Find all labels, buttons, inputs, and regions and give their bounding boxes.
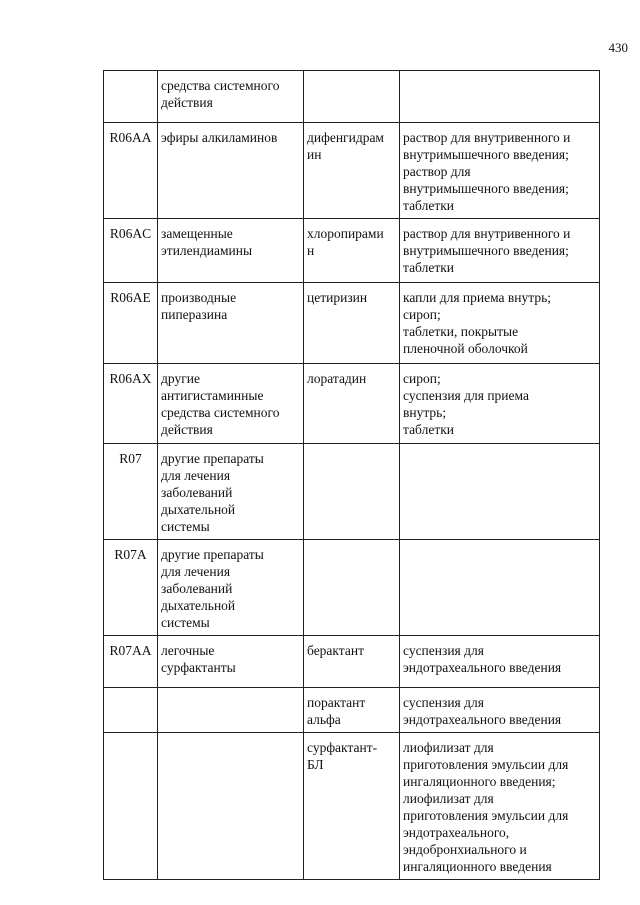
code-cell [104, 636, 158, 688]
table-row [104, 123, 600, 219]
group-line: для лечения [161, 564, 231, 579]
substance-cell [304, 444, 400, 540]
table-row [104, 71, 600, 123]
group-line: системы [161, 519, 210, 534]
dosage-forms-line: суспензия для приема [403, 388, 529, 403]
dosage-forms-cell [400, 540, 600, 636]
dosage-forms-line: раствор для [403, 164, 471, 179]
dosage-forms-cell [400, 219, 600, 283]
group-cell [158, 71, 304, 123]
dosage-forms-line: внутрь; [403, 405, 447, 420]
code-cell [104, 688, 158, 733]
dosage-forms-line: капли для приема внутрь; [403, 290, 551, 305]
substance-line: порактант [307, 695, 366, 710]
dosage-forms-line: эндобронхиального и [403, 842, 527, 857]
atc-code: R07 [119, 451, 142, 466]
drug-classification-table [103, 70, 600, 880]
dosage-forms-line: эндотрахеального, [403, 825, 510, 840]
group-line: антигистаминные [161, 388, 264, 403]
dosage-forms-line: лиофилизат для [403, 740, 494, 755]
table-row [104, 733, 600, 880]
group-line: другие препараты [161, 547, 264, 562]
code-cell [104, 219, 158, 283]
dosage-forms-line: раствор для внутривенного и [403, 130, 571, 145]
group-line: другие [161, 371, 200, 386]
atc-code: R06AC [109, 226, 152, 241]
group-line: средства системного [161, 405, 280, 420]
substance-line: цетиризин [307, 290, 368, 305]
dosage-forms-line: ингаляционного введения [403, 859, 552, 874]
group-cell [158, 283, 304, 364]
table-row [104, 444, 600, 540]
substance-cell [304, 636, 400, 688]
dosage-forms-cell [400, 444, 600, 540]
group-line: замещенные [161, 226, 233, 241]
code-cell [104, 733, 158, 880]
group-cell [158, 688, 304, 733]
group-cell [158, 364, 304, 444]
substance-line: берактант [307, 643, 364, 658]
code-cell [104, 283, 158, 364]
substance-line: хлоропирами [307, 226, 384, 241]
dosage-forms-line: внутримышечного введения; [403, 181, 569, 196]
group-cell [158, 733, 304, 880]
group-cell [158, 444, 304, 540]
group-line: заболеваний [161, 581, 233, 596]
group-line: этилендиамины [161, 243, 253, 258]
code-cell [104, 123, 158, 219]
table-row [104, 540, 600, 636]
group-line: заболеваний [161, 485, 233, 500]
dosage-forms-line: пленочной оболочкой [403, 341, 528, 356]
substance-line: альфа [307, 712, 341, 727]
page-number: 430 [608, 40, 628, 55]
dosage-forms-line: таблетки [403, 260, 455, 275]
substance-cell [304, 540, 400, 636]
group-cell [158, 636, 304, 688]
group-line: для лечения [161, 468, 231, 483]
dosage-forms-line: сироп; [403, 371, 441, 386]
group-line: системы [161, 615, 210, 630]
dosage-forms-cell [400, 688, 600, 733]
dosage-forms-cell [400, 636, 600, 688]
atc-code: R06AA [109, 130, 152, 145]
dosage-forms-cell [400, 123, 600, 219]
code-cell [104, 444, 158, 540]
dosage-forms-line: приготовления эмульсии для [403, 757, 569, 772]
dosage-forms-cell [400, 733, 600, 880]
table-row [104, 283, 600, 364]
group-line: пиперазина [161, 307, 228, 322]
dosage-forms-cell [400, 71, 600, 123]
substance-line: н [307, 243, 315, 258]
dosage-forms-line: раствор для внутривенного и [403, 226, 571, 241]
code-cell [104, 540, 158, 636]
table-row [104, 219, 600, 283]
group-line: действия [161, 95, 213, 110]
group-line: средства системного [161, 78, 280, 93]
dosage-forms-line: эндотрахеального введения [403, 660, 562, 675]
substance-line: дифенгидрам [307, 130, 384, 145]
group-cell [158, 123, 304, 219]
dosage-forms-line: таблетки [403, 198, 455, 213]
substance-cell [304, 688, 400, 733]
table-body [104, 71, 600, 880]
dosage-forms-line: суспензия для [403, 643, 484, 658]
dosage-forms-cell [400, 364, 600, 444]
substance-cell [304, 733, 400, 880]
atc-code: R06AX [109, 371, 152, 386]
dosage-forms-line: эндотрахеального введения [403, 712, 562, 727]
substance-line: лоратадин [307, 371, 367, 386]
dosage-forms-line: таблетки [403, 422, 455, 437]
group-line: действия [161, 422, 213, 437]
group-cell [158, 540, 304, 636]
atc-code: R06AE [110, 290, 151, 305]
substance-line: ин [307, 147, 322, 162]
table-row [104, 364, 600, 444]
substance-line: сурфактант- [307, 740, 378, 755]
dosage-forms-cell [400, 283, 600, 364]
group-line: производные [161, 290, 237, 305]
substance-cell [304, 123, 400, 219]
group-line: легочные [161, 643, 215, 658]
group-line: дыхательной [161, 502, 236, 517]
code-cell [104, 71, 158, 123]
dosage-forms-line: сироп; [403, 307, 441, 322]
group-line: другие препараты [161, 451, 264, 466]
group-line: дыхательной [161, 598, 236, 613]
table-row [104, 688, 600, 733]
group-line: эфиры алкиламинов [161, 130, 278, 145]
substance-cell [304, 283, 400, 364]
dosage-forms-line: таблетки, покрытые [403, 324, 519, 339]
group-line: сурфактанты [161, 660, 236, 675]
dosage-forms-line: суспензия для [403, 695, 484, 710]
dosage-forms-line: приготовления эмульсии для [403, 808, 569, 823]
substance-cell [304, 71, 400, 123]
group-cell [158, 219, 304, 283]
atc-code: R07A [114, 547, 147, 562]
dosage-forms-line: внутримышечного введения; [403, 243, 569, 258]
dosage-forms-line: ингаляционного введения; [403, 774, 556, 789]
dosage-forms-line: лиофилизат для [403, 791, 494, 806]
substance-cell [304, 219, 400, 283]
substance-cell [304, 364, 400, 444]
table-row [104, 636, 600, 688]
code-cell [104, 364, 158, 444]
dosage-forms-line: внутримышечного введения; [403, 147, 569, 162]
atc-code: R07AA [109, 643, 152, 658]
substance-line: БЛ [307, 757, 324, 772]
